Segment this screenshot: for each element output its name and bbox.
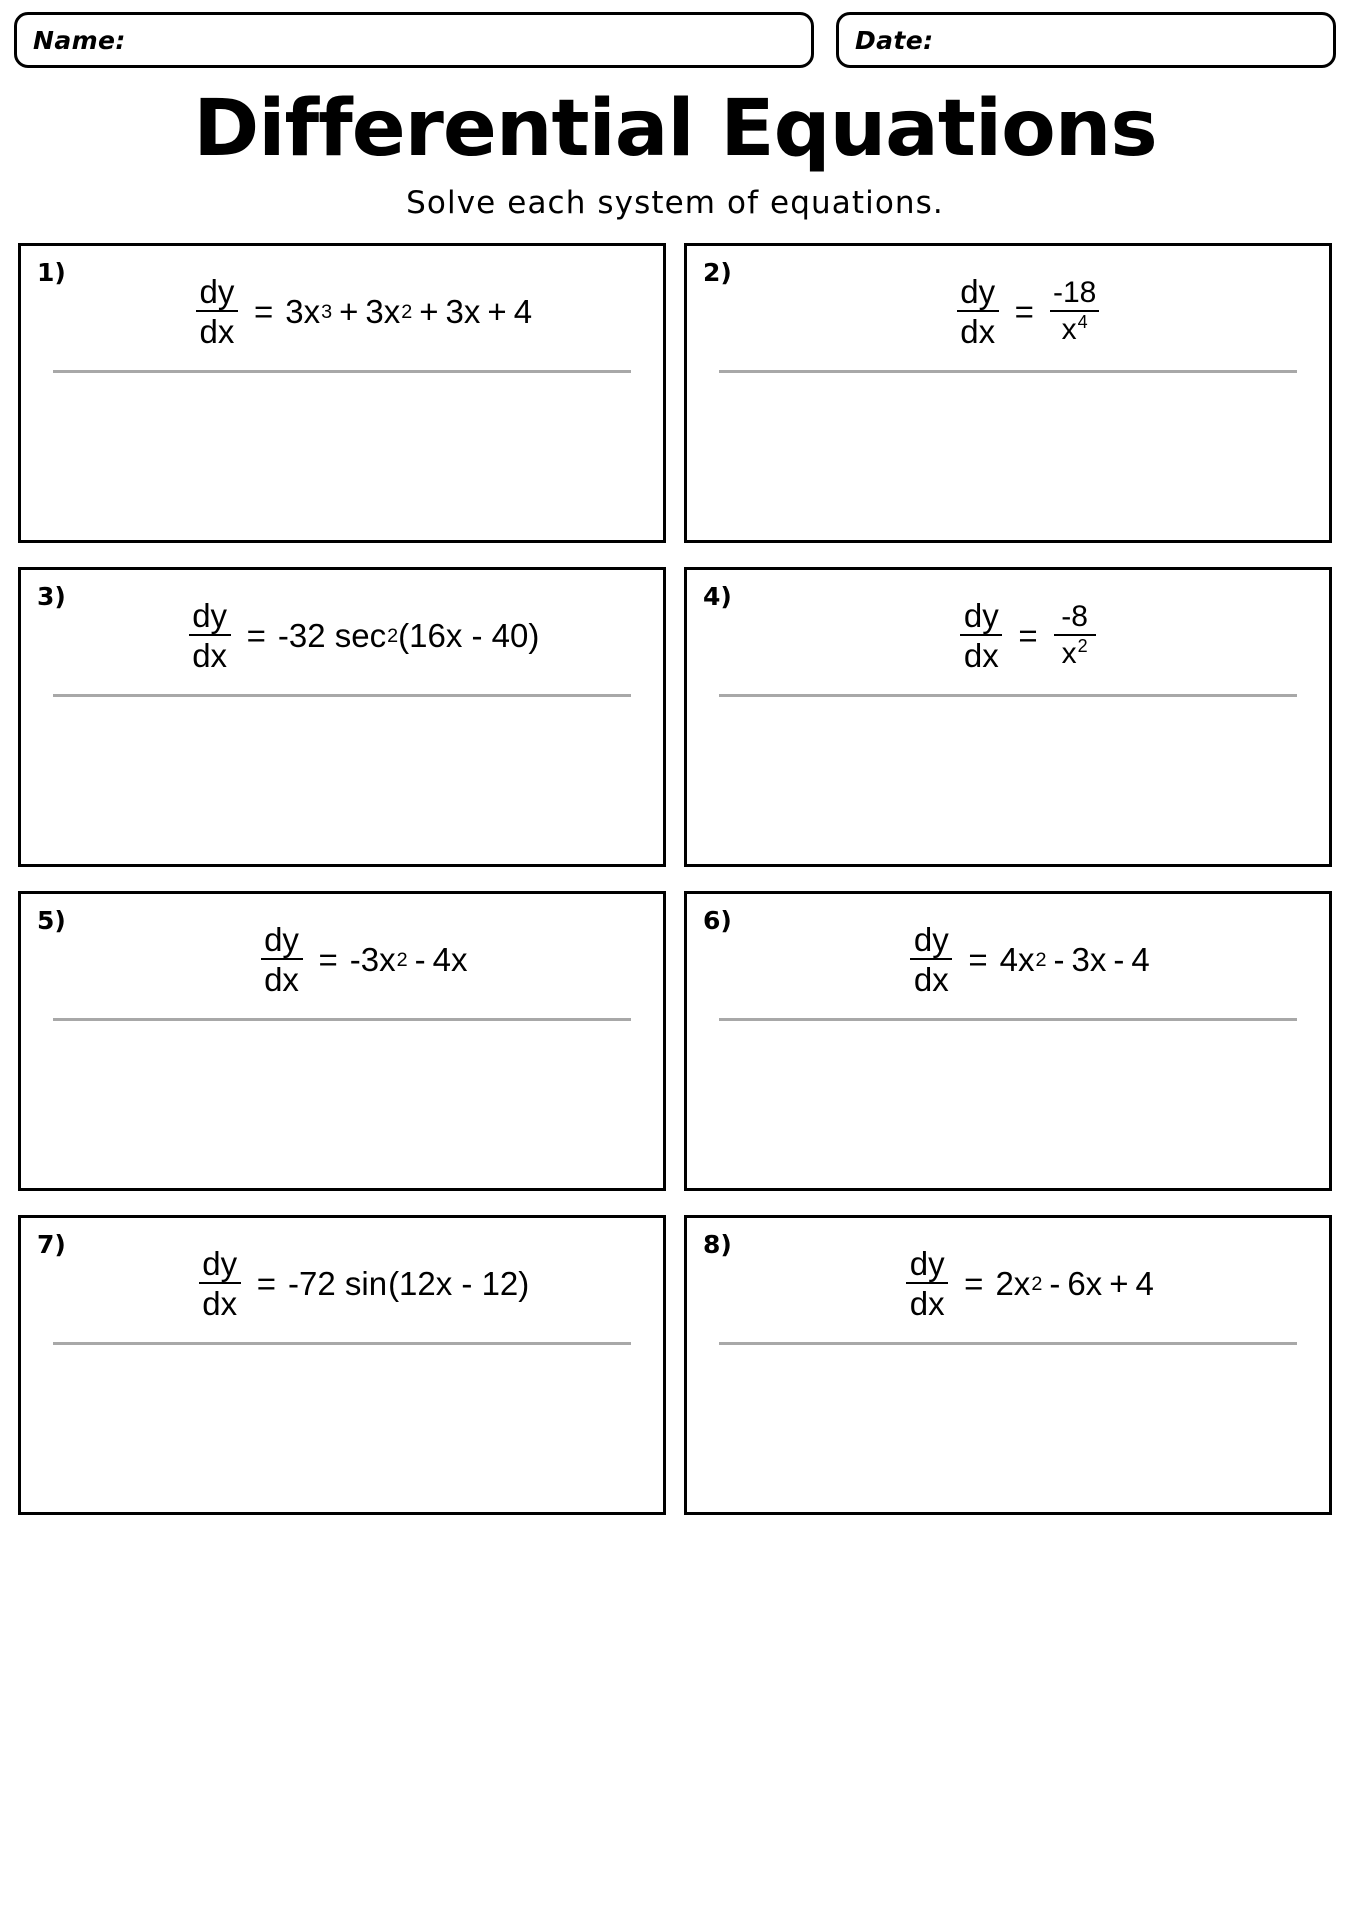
dydx-fraction-5 bbox=[261, 921, 303, 999]
rhs-op-5a: - bbox=[414, 941, 426, 979]
problem-number-4: 4) bbox=[703, 581, 732, 611]
equation-2 bbox=[701, 256, 1315, 368]
dy-numerator: dy bbox=[909, 1245, 945, 1283]
dydx-fraction-1 bbox=[196, 273, 238, 351]
dydx-fraction-2 bbox=[957, 273, 999, 351]
dx-denominator: dx bbox=[202, 1285, 238, 1323]
dy-numerator: dy bbox=[202, 1245, 238, 1283]
answer-line-3[interactable] bbox=[53, 694, 631, 697]
dydx-fraction-6 bbox=[910, 921, 952, 999]
dydx-fraction-3 bbox=[189, 597, 231, 675]
dy-numerator: dy bbox=[960, 273, 996, 311]
rhs-op-8a: - bbox=[1049, 1265, 1061, 1303]
dx-denominator: dx bbox=[963, 637, 999, 675]
problem-box-3[interactable] bbox=[18, 567, 666, 867]
problem-box-2[interactable] bbox=[684, 243, 1332, 543]
dx-denominator: dx bbox=[199, 313, 235, 351]
equals-sign-1: = bbox=[253, 293, 274, 331]
rhs-argument-7: (12x - 12) bbox=[388, 1265, 530, 1303]
answer-line-4[interactable] bbox=[719, 694, 1297, 697]
denominator-exponent: 2 bbox=[1077, 636, 1088, 657]
answer-line-8[interactable] bbox=[719, 1342, 1297, 1345]
rhs-term-6b: 3x bbox=[1071, 941, 1107, 979]
dy-numerator: dy bbox=[913, 921, 949, 959]
answer-line-1[interactable] bbox=[53, 370, 631, 373]
dx-denominator: dx bbox=[960, 313, 996, 351]
answer-line-6[interactable] bbox=[719, 1018, 1297, 1021]
rhs-op-1a: + bbox=[339, 293, 359, 331]
equation-6: $\frac{dy}{dx}$ = 4x 2 - 3x - 4 bbox=[701, 904, 1315, 1016]
equation-1: $\frac{dy}{dx}$ = 3x 3 + 3x 2 + 3x + 4 bbox=[35, 256, 649, 368]
equation-3: $\frac{dy}{dx}$ = -32 sec 2 (16x - 40) bbox=[35, 580, 649, 692]
dx-denominator: dx bbox=[192, 637, 228, 675]
denominator-base: x bbox=[1061, 313, 1077, 347]
rhs-term-6a: 4x bbox=[999, 941, 1035, 979]
denominator-exponent: 4 bbox=[1077, 312, 1088, 333]
rhs-argument-3: (16x - 40) bbox=[398, 617, 540, 655]
equation-4 bbox=[701, 580, 1315, 692]
problem-number-2: 2) bbox=[703, 257, 732, 287]
equation-5: $\frac{dy}{dx}$ = -3x 2 - 4x bbox=[35, 904, 649, 1016]
rhs-term-6c: 4 bbox=[1131, 941, 1150, 979]
rhs-term-8a: 2x bbox=[995, 1265, 1031, 1303]
problem-number-6: 6) bbox=[703, 905, 732, 935]
rhs-term-1c: 3x bbox=[445, 293, 481, 331]
rhs-term-1d: 4 bbox=[513, 293, 533, 331]
rhs-fraction-4 bbox=[1054, 602, 1096, 669]
dydx-fraction-8 bbox=[906, 1245, 948, 1323]
rhs-numerator-4: -8 bbox=[1061, 600, 1088, 634]
rhs-fraction-2 bbox=[1050, 278, 1099, 345]
equals-sign-4: = bbox=[1018, 617, 1038, 655]
name-field[interactable] bbox=[14, 12, 814, 68]
equation-7 bbox=[35, 1228, 649, 1340]
problem-number-1: 1) bbox=[37, 257, 66, 287]
rhs-op-1b: + bbox=[419, 293, 439, 331]
denominator-base: x bbox=[1061, 637, 1077, 671]
dx-denominator: dx bbox=[264, 961, 299, 999]
problem-number-8: 8) bbox=[703, 1229, 732, 1259]
rhs-op-6a: - bbox=[1053, 941, 1065, 979]
rhs-term-1a: 3x bbox=[285, 293, 321, 331]
equals-sign-7: = bbox=[256, 1265, 276, 1303]
dx-denominator: dx bbox=[909, 1285, 945, 1323]
date-label: Date: bbox=[855, 25, 934, 55]
answer-line-2[interactable] bbox=[719, 370, 1297, 373]
problem-box-4[interactable] bbox=[684, 567, 1332, 867]
rhs-term-8c: 4 bbox=[1135, 1265, 1154, 1303]
rhs-term-5b: 4x bbox=[432, 941, 468, 979]
problem-number-5: 5) bbox=[37, 905, 66, 935]
problem-number-3: 3) bbox=[37, 581, 66, 611]
name-label: Name: bbox=[33, 25, 126, 55]
equals-sign-8: = bbox=[964, 1265, 984, 1303]
problem-number-7: 7) bbox=[37, 1229, 66, 1259]
dydx-fraction-4 bbox=[960, 597, 1002, 675]
dy-numerator: dy bbox=[963, 597, 999, 635]
equals-sign-3: = bbox=[246, 617, 266, 655]
equals-sign-5: = bbox=[318, 941, 338, 979]
page-title: Differential Equations bbox=[193, 84, 1157, 174]
rhs-term-5a: -3x bbox=[349, 941, 396, 979]
rhs-coefficient-7: -72 sin bbox=[288, 1265, 388, 1303]
rhs-denominator-2 bbox=[1059, 312, 1091, 345]
rhs-term-1b: 3x bbox=[365, 293, 401, 331]
dydx-fraction-7 bbox=[199, 1245, 241, 1323]
rhs-op-1c: + bbox=[487, 293, 507, 331]
problem-box-5[interactable] bbox=[18, 891, 666, 1191]
answer-line-7[interactable] bbox=[53, 1342, 631, 1345]
rhs-op-8b: + bbox=[1109, 1265, 1129, 1303]
problem-box-8[interactable] bbox=[684, 1215, 1332, 1515]
equals-sign-6: = bbox=[968, 941, 988, 979]
equation-8: $\frac{dy}{dx}$ = 2x 2 - 6x + 4 bbox=[701, 1228, 1315, 1340]
rhs-denominator-4 bbox=[1059, 636, 1091, 669]
dy-numerator: dy bbox=[264, 921, 299, 959]
dy-numerator: dy bbox=[192, 597, 228, 635]
rhs-op-6b: - bbox=[1113, 941, 1125, 979]
equals-sign-2: = bbox=[1014, 293, 1034, 331]
dx-denominator: dx bbox=[913, 961, 949, 999]
date-field[interactable] bbox=[836, 12, 1336, 68]
problem-box-6[interactable] bbox=[684, 891, 1332, 1191]
problem-box-7[interactable] bbox=[18, 1215, 666, 1515]
page-subtitle: Solve each system of equations. bbox=[406, 184, 944, 221]
rhs-coefficient-3: -32 sec bbox=[277, 617, 387, 655]
header-fields-row bbox=[0, 0, 1350, 68]
rhs-numerator-2: -18 bbox=[1052, 276, 1097, 310]
rhs-term-8b: 6x bbox=[1067, 1265, 1103, 1303]
problem-box-1[interactable] bbox=[18, 243, 666, 543]
answer-line-5[interactable] bbox=[53, 1018, 631, 1021]
dy-numerator: dy bbox=[199, 273, 235, 311]
problem-grid bbox=[18, 243, 1332, 1515]
